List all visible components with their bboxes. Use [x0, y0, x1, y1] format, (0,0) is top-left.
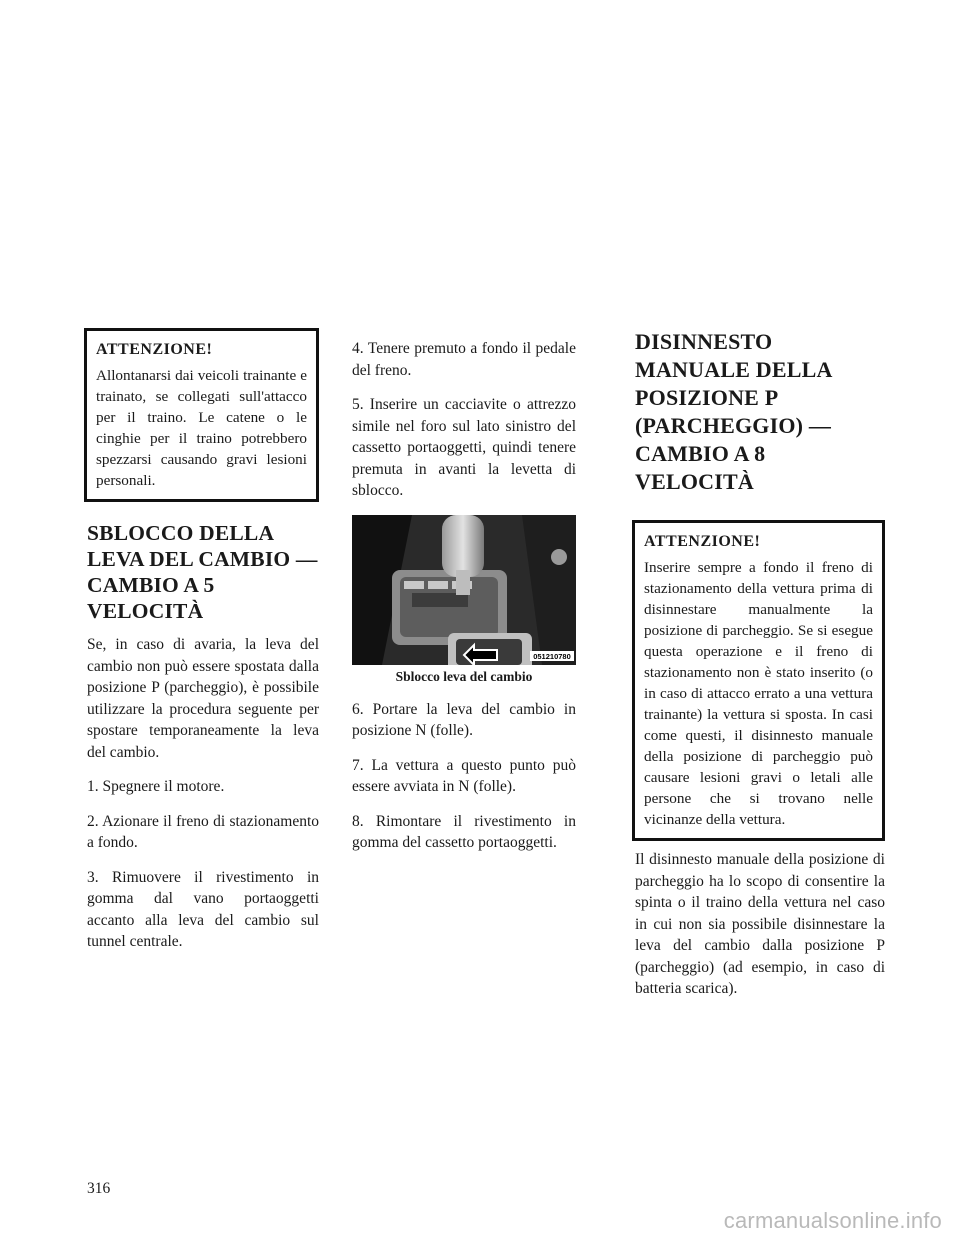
step: 3. Rimuovere il rivestimento in gomma dal vano portaoggetti accanto alla leva del cambio sul tunnel centrale. — [87, 868, 319, 950]
step: 8. Rimontare il rivestimento in gomma del cassetto portaoggetti. — [352, 812, 576, 851]
step: 1. Spegnere il motore. — [87, 778, 225, 795]
step: 6. Portare la leva del cambio in posizione N (folle). — [352, 700, 576, 739]
warning-title: ATTENZIONE! — [96, 341, 213, 358]
figure-caption: Sblocco leva del cambio — [395, 668, 533, 684]
warning-title: ATTENZIONE! — [644, 533, 761, 550]
warning-text: Allontanarsi dai veicoli trainante e trainato, se collegati sull'attacco per il traino. Le catene o le cinghie per il traino potrebbero spezzarsi causando gravi lesioni personali. — [96, 367, 307, 489]
paragraph: Se, in caso di avaria, la leva del cambio non può essere spostata dalla posizione P (parcheggio), è possibile utilizzare la procedura seguente per spostare temporaneamente la leva del cambio. — [87, 636, 319, 761]
warning-text: Inserire sempre a fondo il freno di stazionamento della vettura prima di disinnestare manualmente la posizione di parcheggio. Se si esegue questa operazione e il freno di stazionamento non è stato inserito (o in caso di attacco errato a una vettura trainante) la vettura si sposta. In casi come questi, il disinnesto manuale della posizione di parcheggio può causare lesioni gravi o letali alle persone che si trovano nelle vicinanze della vettura. — [644, 559, 873, 828]
section-heading: SBLOCCO DELLA LEVA DEL CAMBIO — CAMBIO A 5 VELOCITÀ — [87, 521, 318, 623]
step: 2. Azionare il freno di stazionamento a fondo. — [87, 812, 319, 851]
watermark: carmanualsonline.info — [723, 1208, 942, 1233]
warning-box — [632, 520, 885, 841]
paragraph: Il disinnesto manuale della posizione di parcheggio ha lo scopo di consentire la spinta o il traino della vettura nel caso in cui non sia possibile disinnestare la leva del cambio dalla posizione P (parcheggio) (ad esempio, in caso di batteria scarica). — [635, 851, 885, 997]
column-right — [635, 328, 885, 1013]
section-heading: DISINNESTO MANUALE DELLA POSIZIONE P (PARCHEGGIO) — CAMBIO A 8 VELOCITÀ — [635, 329, 832, 494]
page-number: 316 — [87, 1180, 111, 1197]
warning-box — [84, 328, 319, 502]
step: 5. Inserire un cacciavite o attrezzo simile nel foro sul lato sinistro del cassetto portaoggetti, quindi tenere premuta in avanti la levetta di sblocco. — [352, 396, 576, 499]
step: 4. Tenere premuto a fondo il pedale del freno. — [352, 340, 576, 379]
figure-code: 051210780 — [533, 651, 571, 661]
column-middle — [352, 338, 576, 867]
column-left — [87, 328, 319, 966]
shifter-photo — [352, 515, 576, 665]
step: 7. La vettura a questo punto può essere avviata in N (folle). — [352, 756, 576, 795]
shifter-illustration — [352, 515, 576, 665]
